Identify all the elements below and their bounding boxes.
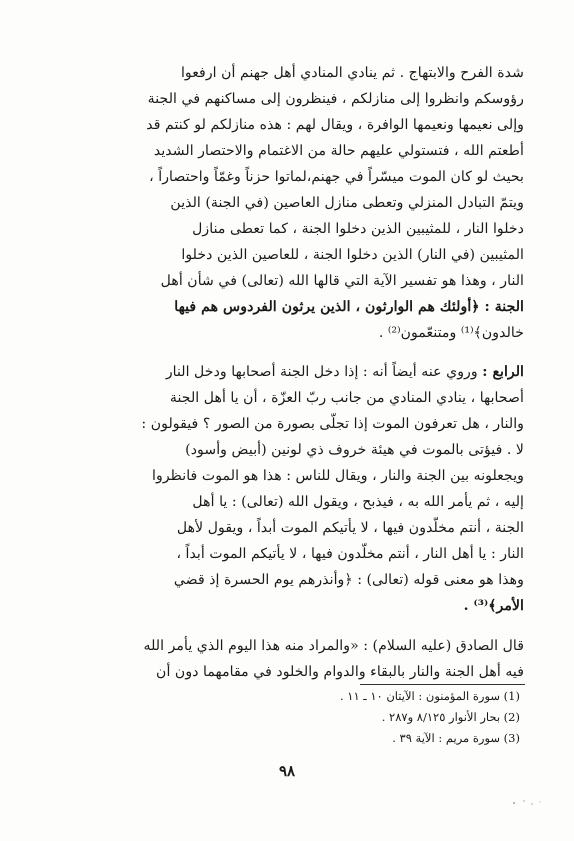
text-line: دخلوا النار ، للمثيبين الذين دخلوا الجنة ، كما تعطى منازل	[192, 221, 524, 237]
text-line: قال الصادق (عليه السلام) : «والمراد منه هذا اليوم الذي يأمر الله	[143, 638, 524, 654]
text-line: أطعتم الله ، فتستولي عليهم حالة من الاغتمام والاحتصار الشديد	[153, 143, 524, 159]
text-line: رؤوسكم وانظروا إلى منازلكم ، فينظرون إلى مساكنهم في الجنة	[147, 91, 524, 107]
text-line: إليه ، ثم يأمر الله به ، فيذبح ، ويقول الله (تعالى) : يا أهل	[192, 494, 524, 510]
text-line: بحيث لو كان الموت ميسّراً في جهنم،لماتوا حزناً وغمّاً واحتصاراً ،	[149, 169, 524, 185]
text-line: أصحابها ، ينادي المنادي من جانب ربّ العزّة ، أن يا أهل الجنة	[169, 390, 524, 406]
page-number: ٩٨	[278, 762, 296, 780]
quran-verse-line: الأمر﴾⁽³⁾ .	[463, 598, 524, 614]
text-line	[46, 359, 524, 385]
paragraph-2	[46, 359, 524, 619]
text-line: لا . فيؤتى بالموت في هيئة خروف ذي لونين (أبيض وأسود)	[185, 442, 524, 458]
footnote: (3) سورة مريم : الآية ٣٩ .	[392, 731, 520, 745]
text-line: فيه أهل الجنة والنار بالبقاء والدوام والخلود في مقامهما دون أن	[156, 664, 524, 680]
text-line: والنار ، هل تعرفون الموت إذا تجلّى بصورة من الصور ؟ فيقولون :	[141, 416, 524, 432]
paragraph-3	[46, 633, 524, 685]
text-line: خالدون﴾⁽¹⁾ ومتنعّمون⁽²⁾ .	[378, 325, 524, 341]
text-line: النار : يا أهل النار ، أنتم مخلّدون فيها ، لا يأتيكم الموت أبداً ،	[176, 546, 524, 562]
text-line: المثيبين (في النار) الذين دخلوا الجنة ، للعاصين الذين دخلوا	[181, 247, 524, 263]
footnotes	[50, 686, 520, 749]
paragraph-1	[46, 60, 524, 346]
page-body	[46, 60, 524, 685]
quran-verse-line: الجنة : ﴿أولئك هم الوارثون ، الذين يرثون الفردوس هم فيها	[174, 299, 524, 315]
text-line: وإلى نعيمها ونعيمها الوافرة ، ويقال لهم : هذه منازلكم لو كنتم قد	[146, 117, 524, 133]
scan-speck-marks	[510, 797, 550, 807]
text-line: ويجعلونه بين الجنة والنار ، ويقال للناس : هذا هو الموت فانظروا	[152, 468, 524, 484]
footnote: (2) بحار الأنوار ٨/١٢٥ و٢٨٧ .	[381, 710, 520, 724]
text-line: الجنة ، أنتم مخلّدون فيها ، لا يأتيكم الموت أبداً ، ويقول لأهل	[176, 520, 524, 536]
text-line: ويتمّ التبادل المنزلي وتعطى منازل العاصين (في الجنة) الذين	[170, 195, 524, 211]
footnote-divider	[360, 684, 525, 685]
text-line: النار ، وهذا هو تفسير الآية التي قالها الله (تعالى) في شأن أهل	[160, 273, 524, 289]
text-line: شدة الفرح والابتهاج . ثم ينادي المنادي أهل جهنم أن ارفعوا	[180, 65, 524, 81]
section-lead: الرابع :	[482, 364, 524, 380]
text-line-rest: وروي عنه أيضاً أنه : إذا دخل الجنة أصحابها ودخل النار	[165, 364, 483, 380]
text-line: وهذا هو معنى قوله (تعالى) : ﴿وأنذرهم يوم الحسرة إذ قضي	[173, 572, 524, 588]
footnote: (1) سورة المؤمنون : الآيتان ١٠ ـ ١١ .	[339, 689, 520, 703]
